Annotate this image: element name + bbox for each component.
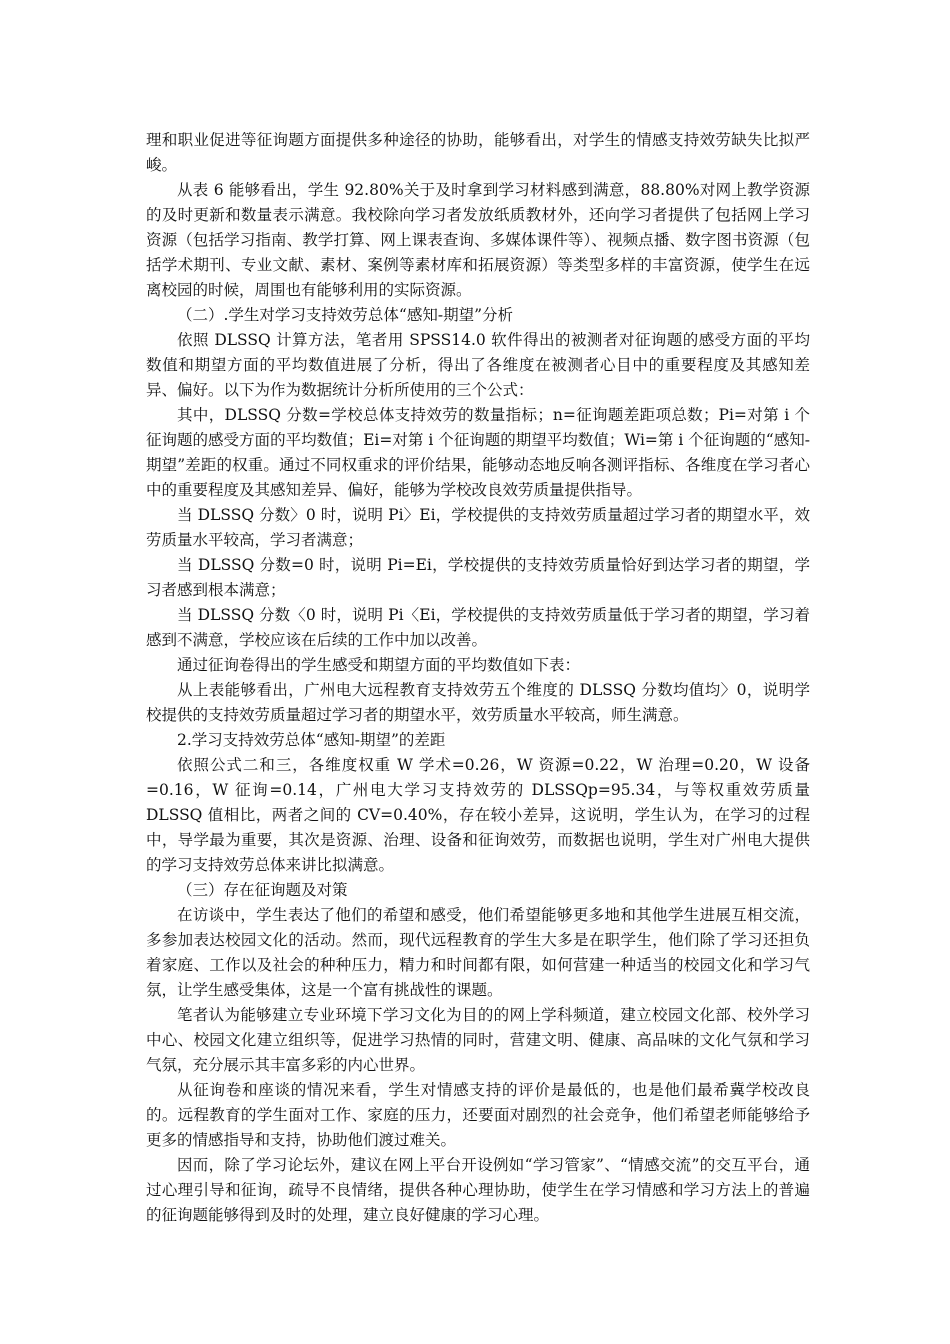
paragraph-resources: 从表 6 能够看出，学生 92.80%关于及时拿到学习材料感到满意，88.80%对网上教学资源的及时更新和数量表示满意。我校除向学习者发放纸质教材外，还向学习者提供了包括网上学习资源（包括学习指南、教学打算、网上课表查询、多媒体课件等）、视频点播、数字图书资源（包括学术期刊、专业文献、素材、案例等素材库和拓展资源）等类型多样的丰富资源，使学生在远离校园的时候，周围也有能够利用的实际资源。 [146,181,810,299]
section-heading-two: （二）.学生对学习支持效劳总体“感知-期望”分析 [177,306,514,324]
paragraph-score-zero: 当 DLSSQ 分数=0 时，说明 Pi=Ei，学校提供的支持效劳质量恰好到达学习者的期望，学习者感到根本满意； [146,556,810,599]
paragraph-weights: 依照公式二和三，各维度权重 W 学术=0.26，W 资源=0.22，W 治理=0.20，W 设备=0.16，W 征询=0.14，广州电大学习支持效劳的 DLSSQp=95.34，与等权重效劳质量 DLSSQ 值相比，两者之间的 CV=0.40%，存在较小差异，这说明，学生认为，在学习的过程中，导学最为重要，其次是资源、治理、设备和征询效劳，而数据也说明，学生对广州电大提供的学习支持效劳总体来讲比拟满意。 [146,756,810,874]
paragraph-interview: 在访谈中，学生表达了他们的希望和感受，他们希望能够更多地和其他学生进展互相交流，多参加表达校园文化的活动。然而，现代远程教育的学生大多是在职学生，他们除了学习还担负着家庭、工作以及社会的种种压力，精力和时间都有限，如何营建一种适当的校园文化和学习气氛，让学生感受集体，这是一个富有挑战性的课题。 [146,906,810,999]
paragraph-platform-suggestion: 因而，除了学习论坛外，建议在网上平台开设例如“学习管家”、“情感交流”的交互平台，通过心理引导和征询，疏导不良情绪，提供各种心理协助，使学生在学习情感和学习方法上的普遍的征询题能够得到及时的处理，建立良好健康的学习心理。 [146,1156,810,1224]
paragraph-proposal: 笔者认为能够建立专业环境下学习文化为目的的网上学科频道，建立校园文化部、校外学习中心、校园文化建立组织等，促进学习热情的同时，营建文明、健康、高品味的文化气氛和学习气氛，充分展示其丰富多彩的内心世界。 [146,1006,810,1074]
paragraph-dlssq-method: 依照 DLSSQ 计算方法，笔者用 SPSS14.0 软件得出的被测者对征询题的感受方面的平均数值和期望方面的平均数值进展了分析，得出了各维度在被测者心目中的重要程度及其感知差异、偏好。以下为作为数据统计分析所使用的三个公式： [146,331,810,399]
paragraph-table-intro: 通过征询卷得出的学生感受和期望方面的平均数值如下表： [177,656,581,674]
paragraph-emotional-support: 从征询卷和座谈的情况来看，学生对情感支持的评价是最低的，也是他们最希冀学校改良的。远程教育的学生面对工作、家庭的压力，还要面对剧烈的社会竞争，他们希望老师能够给予更多的情感指导和支持，协助他们渡过难关。 [146,1081,810,1149]
document-page [146,128,810,1228]
paragraph-continuation: 理和职业促进等征询题方面提供多种途径的协助，能够看出，对学生的情感支持效劳缺失比拟严峻。 [146,131,810,174]
paragraph-score-positive: 当 DLSSQ 分数〉0 时，说明 Pi〉Ei，学校提供的支持效劳质量超过学习者的期望水平，效劳质量水平较高，学习者满意； [146,506,810,549]
paragraph-table-conclusion: 从上表能够看出，广州电大远程教育支持效劳五个维度的 DLSSQ 分数均值均〉0，说明学校提供的支持效劳质量超过学习者的期望水平，效劳质量水平较高，师生满意。 [146,681,810,724]
section-heading-three: （三）存在征询题及对策 [177,881,348,899]
subsection-heading-gap: 2.学习支持效劳总体“感知-期望”的差距 [177,731,446,749]
paragraph-formula-definitions: 其中，DLSSQ 分数=学校总体支持效劳的数量指标；n=征询题差距项总数；Pi=对第 i 个征询题的感受方面的平均数值；Ei=对第 i 个征询题的期望平均数值；Wi=第 i 个征询题的“感知-期望”差距的权重。通过不同权重求的评价结果，能够动态地反响各测评指标、各维度在学习者心中的重要程度及其感知差异、偏好，能够为学校改良效劳质量提供指导。 [146,406,810,499]
paragraph-score-negative: 当 DLSSQ 分数〈0 时，说明 Pi〈Ei，学校提供的支持效劳质量低于学习者的期望，学习着感到不满意，学校应该在后续的工作中加以改善。 [146,606,810,649]
